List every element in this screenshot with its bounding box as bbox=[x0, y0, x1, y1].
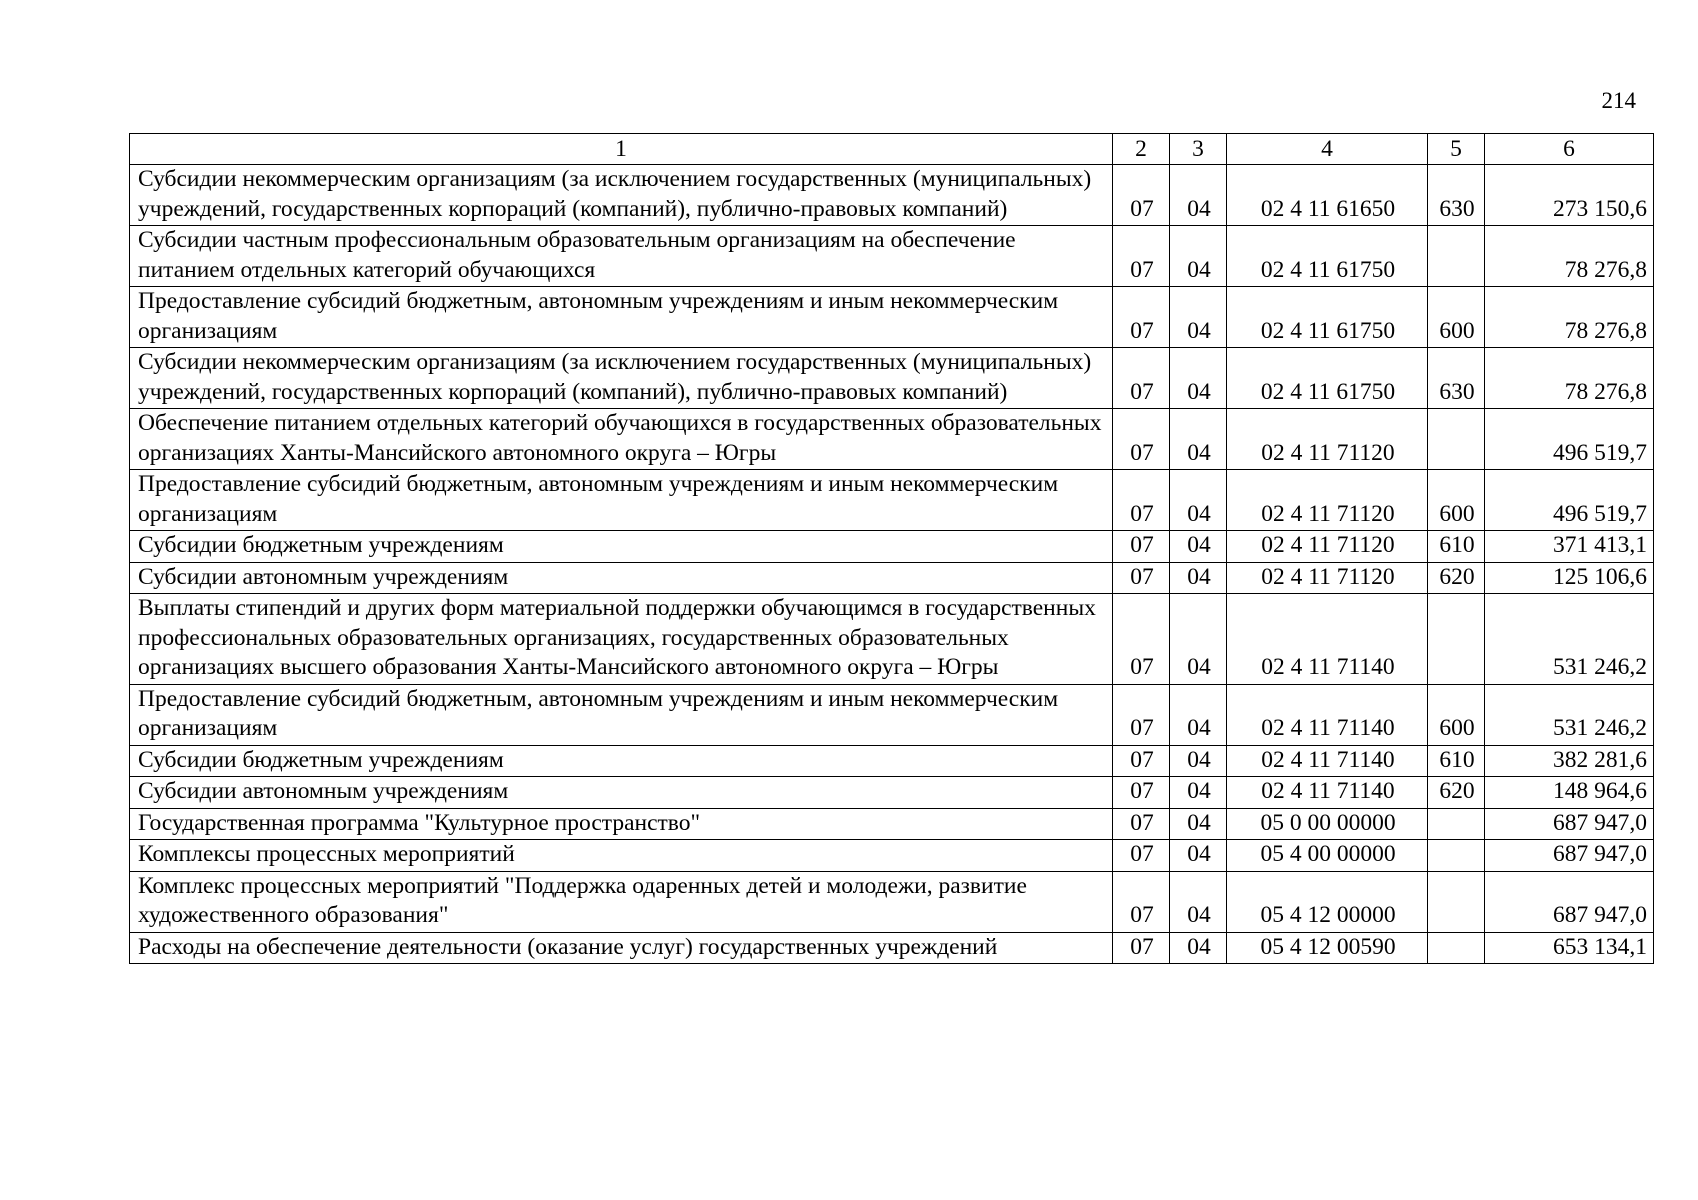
table-row bbox=[130, 871, 1654, 932]
row-target-code: 02 4 11 71140 bbox=[1227, 594, 1428, 685]
row-section: 07 bbox=[1113, 594, 1170, 685]
row-subsection: 04 bbox=[1170, 562, 1227, 594]
row-amount: 78 276,8 bbox=[1485, 226, 1654, 287]
row-section: 07 bbox=[1113, 684, 1170, 745]
row-name: Субсидии частным профессиональным образовательным организациям на обеспечение питанием отдельных категорий обучающихся bbox=[130, 226, 1113, 287]
row-expense-type: 620 bbox=[1428, 777, 1485, 809]
table-row bbox=[130, 470, 1654, 531]
row-expense-type bbox=[1428, 871, 1485, 932]
row-section: 07 bbox=[1113, 562, 1170, 594]
row-name: Государственная программа "Культурное пространство" bbox=[130, 808, 1113, 840]
row-amount: 653 134,1 bbox=[1485, 932, 1654, 964]
row-name: Субсидии некоммерческим организациям (за исключением государственных (муниципальных) учреждений, государственных корпораций (компаний), публично-правовых компаний) bbox=[130, 165, 1113, 226]
row-subsection: 04 bbox=[1170, 684, 1227, 745]
row-target-code: 05 4 00 00000 bbox=[1227, 840, 1428, 872]
row-amount: 687 947,0 bbox=[1485, 840, 1654, 872]
row-target-code: 05 4 12 00590 bbox=[1227, 932, 1428, 964]
row-name: Комплекс процессных мероприятий "Поддержка одаренных детей и молодежи, развитие художественного образования" bbox=[130, 871, 1113, 932]
header-col-4: 4 bbox=[1227, 134, 1428, 165]
table-header bbox=[130, 134, 1654, 165]
row-amount: 382 281,6 bbox=[1485, 745, 1654, 777]
table-row bbox=[130, 226, 1654, 287]
table-row bbox=[130, 684, 1654, 745]
row-section: 07 bbox=[1113, 808, 1170, 840]
row-name: Субсидии некоммерческим организациям (за исключением государственных (муниципальных) учреждений, государственных корпораций (компаний), публично-правовых компаний) bbox=[130, 348, 1113, 409]
row-amount: 78 276,8 bbox=[1485, 348, 1654, 409]
row-amount: 531 246,2 bbox=[1485, 594, 1654, 685]
row-target-code: 02 4 11 71140 bbox=[1227, 684, 1428, 745]
header-col-6: 6 bbox=[1485, 134, 1654, 165]
table-row bbox=[130, 409, 1654, 470]
row-section: 07 bbox=[1113, 871, 1170, 932]
row-amount: 148 964,6 bbox=[1485, 777, 1654, 809]
row-section: 07 bbox=[1113, 165, 1170, 226]
row-target-code: 02 4 11 71120 bbox=[1227, 562, 1428, 594]
row-section: 07 bbox=[1113, 226, 1170, 287]
table-row bbox=[130, 808, 1654, 840]
header-row bbox=[130, 134, 1654, 165]
row-subsection: 04 bbox=[1170, 165, 1227, 226]
row-expense-type bbox=[1428, 409, 1485, 470]
row-section: 07 bbox=[1113, 409, 1170, 470]
row-name: Субсидии бюджетным учреждениям bbox=[130, 745, 1113, 777]
budget-table bbox=[129, 133, 1654, 964]
row-expense-type bbox=[1428, 932, 1485, 964]
header-col-2: 2 bbox=[1113, 134, 1170, 165]
table-row bbox=[130, 745, 1654, 777]
page-number: 214 bbox=[1601, 88, 1636, 113]
row-name: Обеспечение питанием отдельных категорий обучающихся в государственных образовательных организациях Ханты-Мансийского автономного округа – Югры bbox=[130, 409, 1113, 470]
row-expense-type bbox=[1428, 840, 1485, 872]
row-expense-type: 620 bbox=[1428, 562, 1485, 594]
row-amount: 531 246,2 bbox=[1485, 684, 1654, 745]
row-section: 07 bbox=[1113, 348, 1170, 409]
row-name: Расходы на обеспечение деятельности (оказание услуг) государственных учреждений bbox=[130, 932, 1113, 964]
row-target-code: 02 4 11 71140 bbox=[1227, 777, 1428, 809]
row-expense-type bbox=[1428, 808, 1485, 840]
row-section: 07 bbox=[1113, 932, 1170, 964]
row-target-code: 05 0 00 00000 bbox=[1227, 808, 1428, 840]
row-section: 07 bbox=[1113, 840, 1170, 872]
row-amount: 273 150,6 bbox=[1485, 165, 1654, 226]
row-target-code: 02 4 11 71120 bbox=[1227, 531, 1428, 563]
row-subsection: 04 bbox=[1170, 840, 1227, 872]
row-subsection: 04 bbox=[1170, 745, 1227, 777]
row-subsection: 04 bbox=[1170, 287, 1227, 348]
table-row bbox=[130, 165, 1654, 226]
table-body bbox=[130, 165, 1654, 964]
row-amount: 78 276,8 bbox=[1485, 287, 1654, 348]
row-name: Предоставление субсидий бюджетным, автономным учреждениям и иным некоммерческим организациям bbox=[130, 470, 1113, 531]
row-section: 07 bbox=[1113, 470, 1170, 531]
row-expense-type: 600 bbox=[1428, 470, 1485, 531]
row-name: Комплексы процессных мероприятий bbox=[130, 840, 1113, 872]
row-amount: 687 947,0 bbox=[1485, 808, 1654, 840]
row-name: Субсидии автономным учреждениям bbox=[130, 562, 1113, 594]
header-col-3: 3 bbox=[1170, 134, 1227, 165]
row-name: Предоставление субсидий бюджетным, автономным учреждениям и иным некоммерческим организациям bbox=[130, 287, 1113, 348]
row-name: Предоставление субсидий бюджетным, автономным учреждениям и иным некоммерческим организациям bbox=[130, 684, 1113, 745]
row-expense-type: 610 bbox=[1428, 745, 1485, 777]
row-section: 07 bbox=[1113, 287, 1170, 348]
row-expense-type: 630 bbox=[1428, 165, 1485, 226]
row-expense-type: 600 bbox=[1428, 684, 1485, 745]
row-subsection: 04 bbox=[1170, 470, 1227, 531]
table-row bbox=[130, 287, 1654, 348]
row-section: 07 bbox=[1113, 745, 1170, 777]
table-row bbox=[130, 348, 1654, 409]
row-amount: 496 519,7 bbox=[1485, 409, 1654, 470]
row-section: 07 bbox=[1113, 531, 1170, 563]
table-row bbox=[130, 562, 1654, 594]
row-subsection: 04 bbox=[1170, 409, 1227, 470]
header-col-5: 5 bbox=[1428, 134, 1485, 165]
row-subsection: 04 bbox=[1170, 871, 1227, 932]
row-expense-type bbox=[1428, 594, 1485, 685]
row-amount: 687 947,0 bbox=[1485, 871, 1654, 932]
row-target-code: 02 4 11 71140 bbox=[1227, 745, 1428, 777]
row-expense-type: 630 bbox=[1428, 348, 1485, 409]
row-expense-type: 600 bbox=[1428, 287, 1485, 348]
header-col-1: 1 bbox=[130, 134, 1113, 165]
row-target-code: 02 4 11 71120 bbox=[1227, 409, 1428, 470]
row-expense-type bbox=[1428, 226, 1485, 287]
row-amount: 371 413,1 bbox=[1485, 531, 1654, 563]
row-name: Субсидии автономным учреждениям bbox=[130, 777, 1113, 809]
row-name: Выплаты стипендий и других форм материальной поддержки обучающимся в государственных профессиональных образовательных организациях, государственных образовательных организациях высшего образования Ханты-Мансийского автономного округа – Югры bbox=[130, 594, 1113, 685]
row-name: Субсидии бюджетным учреждениям bbox=[130, 531, 1113, 563]
row-target-code: 02 4 11 61750 bbox=[1227, 348, 1428, 409]
table-row bbox=[130, 594, 1654, 685]
row-target-code: 02 4 11 71120 bbox=[1227, 470, 1428, 531]
row-subsection: 04 bbox=[1170, 531, 1227, 563]
table-row bbox=[130, 840, 1654, 872]
row-amount: 496 519,7 bbox=[1485, 470, 1654, 531]
row-subsection: 04 bbox=[1170, 932, 1227, 964]
row-subsection: 04 bbox=[1170, 348, 1227, 409]
row-subsection: 04 bbox=[1170, 777, 1227, 809]
row-subsection: 04 bbox=[1170, 226, 1227, 287]
row-expense-type: 610 bbox=[1428, 531, 1485, 563]
row-target-code: 02 4 11 61750 bbox=[1227, 226, 1428, 287]
row-target-code: 02 4 11 61650 bbox=[1227, 165, 1428, 226]
row-target-code: 05 4 12 00000 bbox=[1227, 871, 1428, 932]
row-amount: 125 106,6 bbox=[1485, 562, 1654, 594]
row-section: 07 bbox=[1113, 777, 1170, 809]
table-row bbox=[130, 777, 1654, 809]
table-row bbox=[130, 932, 1654, 964]
row-target-code: 02 4 11 61750 bbox=[1227, 287, 1428, 348]
table-row bbox=[130, 531, 1654, 563]
row-subsection: 04 bbox=[1170, 808, 1227, 840]
row-subsection: 04 bbox=[1170, 594, 1227, 685]
